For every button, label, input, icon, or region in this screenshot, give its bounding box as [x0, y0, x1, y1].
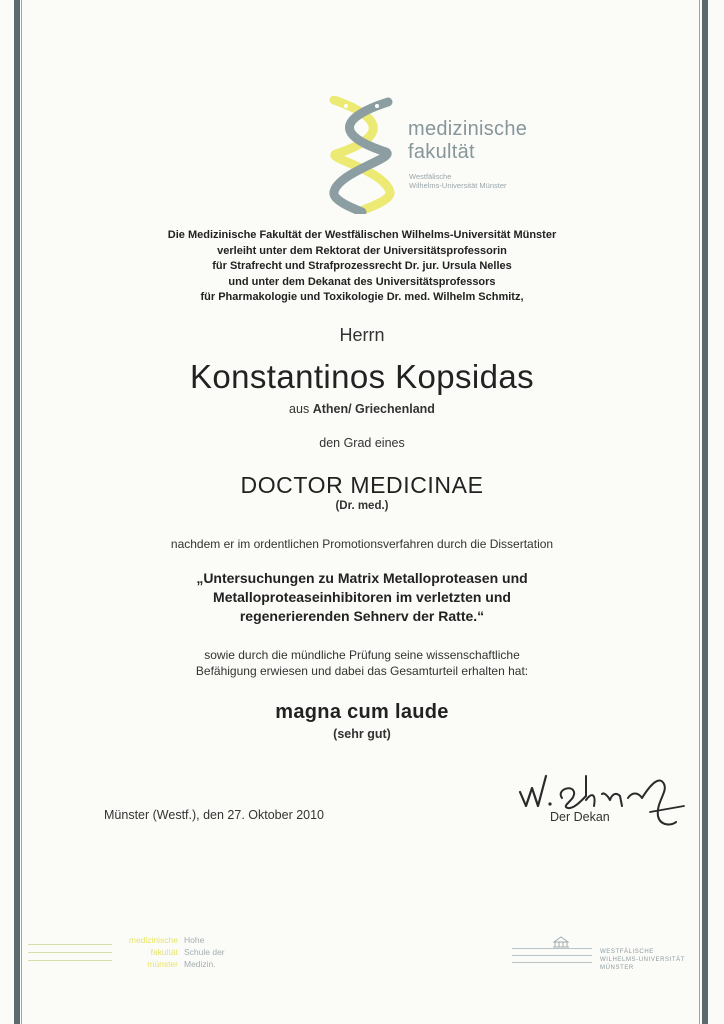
footer-yellow-text [112, 934, 178, 970]
grade-label: magna cum laude [275, 701, 449, 723]
footer-rule [28, 952, 112, 953]
degree-title: DOCTOR MEDICINAE [240, 472, 484, 498]
left-border [14, 0, 20, 1024]
dissertation-title-line: regenerierenden Sehnerv der Ratte.“ [239, 608, 485, 624]
intro-line: Die Medizinische Fakultät der Westfälischen Wilhelms-Universität Münster [167, 229, 557, 241]
footer-motto-line: Medizin. [184, 959, 216, 969]
degree-abbreviation: (Dr. med.) [335, 500, 389, 512]
origin-place: Athen/ Griechenland [312, 402, 435, 416]
intro-line: und unter dem Dekanat des Universitätsprofessors [228, 275, 496, 288]
dna-helix-logo-icon [328, 96, 400, 214]
salutation: Herrn [339, 325, 385, 345]
exam-line: Befähigung erwiesen und dabei das Gesamturteil erhalten hat: [195, 664, 529, 678]
dean-title: Der Dekan [550, 810, 610, 824]
footer-rule [28, 960, 112, 961]
footer-yellow-line: medizinische [128, 935, 178, 945]
dissertation-title-line: Metalloproteaseinhibitoren im verletzten und [213, 589, 511, 605]
footer-rule-right [512, 955, 592, 956]
left-border-inner [21, 0, 22, 1024]
exam-statement [0, 647, 724, 679]
intro-paragraph [0, 228, 724, 306]
footer-motto [184, 934, 225, 970]
faculty-sub-line1: Westfälische [409, 172, 452, 181]
origin-prefix: aus [289, 402, 310, 416]
faculty-name [408, 118, 527, 164]
faculty-name-line2: fakultät [408, 141, 475, 163]
recipient-name: Konstantinos Kopsidas [189, 358, 535, 395]
degree-intro: den Grad eines [319, 436, 405, 450]
footer-yellow-line: fakultät [150, 947, 178, 957]
grade-subtitle: (sehr gut) [333, 727, 391, 741]
recipient-origin [0, 402, 724, 416]
footer-rule [28, 944, 112, 945]
footer-rule-right [512, 962, 592, 963]
dissertation-title [0, 569, 724, 626]
footer-motto-line: Hohe [184, 935, 205, 945]
footer-motto-line: Schule der [184, 947, 225, 957]
right-border-inner [699, 0, 700, 1024]
faculty-subtitle [409, 172, 507, 190]
wordmark-line: MÜNSTER [600, 965, 634, 971]
faculty-name-line1: medizinische [408, 118, 528, 140]
right-border [702, 0, 708, 1024]
intro-line: verleiht unter dem Rektorat der Universitätsprofessorin [217, 244, 507, 257]
footer-yellow-line: münster [147, 959, 178, 969]
intro-line: für Strafrecht und Strafprozessrecht Dr. jur. Ursula Nelles [212, 260, 512, 272]
place-and-date: Münster (Westf.), den 27. Oktober 2010 [104, 808, 325, 822]
university-building-icon [551, 935, 571, 949]
wordmark-line: WILHELMS-UNIVERSITÄT [600, 957, 686, 963]
intro-line: für Pharmakologie und Toxikologie Dr. med. Wilhelm Schmitz, [200, 291, 524, 303]
dean-signature [512, 762, 692, 842]
university-wordmark [600, 948, 685, 972]
dissertation-title-line: „Untersuchungen zu Matrix Metalloproteasen und [196, 570, 528, 586]
exam-line: sowie durch die mündliche Prüfung seine wissenschaftliche [204, 648, 520, 662]
dissertation-intro: nachdem er im ordentlichen Promotionsverfahren durch die Dissertation [170, 537, 554, 551]
wordmark-line: WESTFÄLISCHE [600, 949, 654, 955]
faculty-sub-line2: Wilhelms-Universität Münster [409, 181, 507, 190]
